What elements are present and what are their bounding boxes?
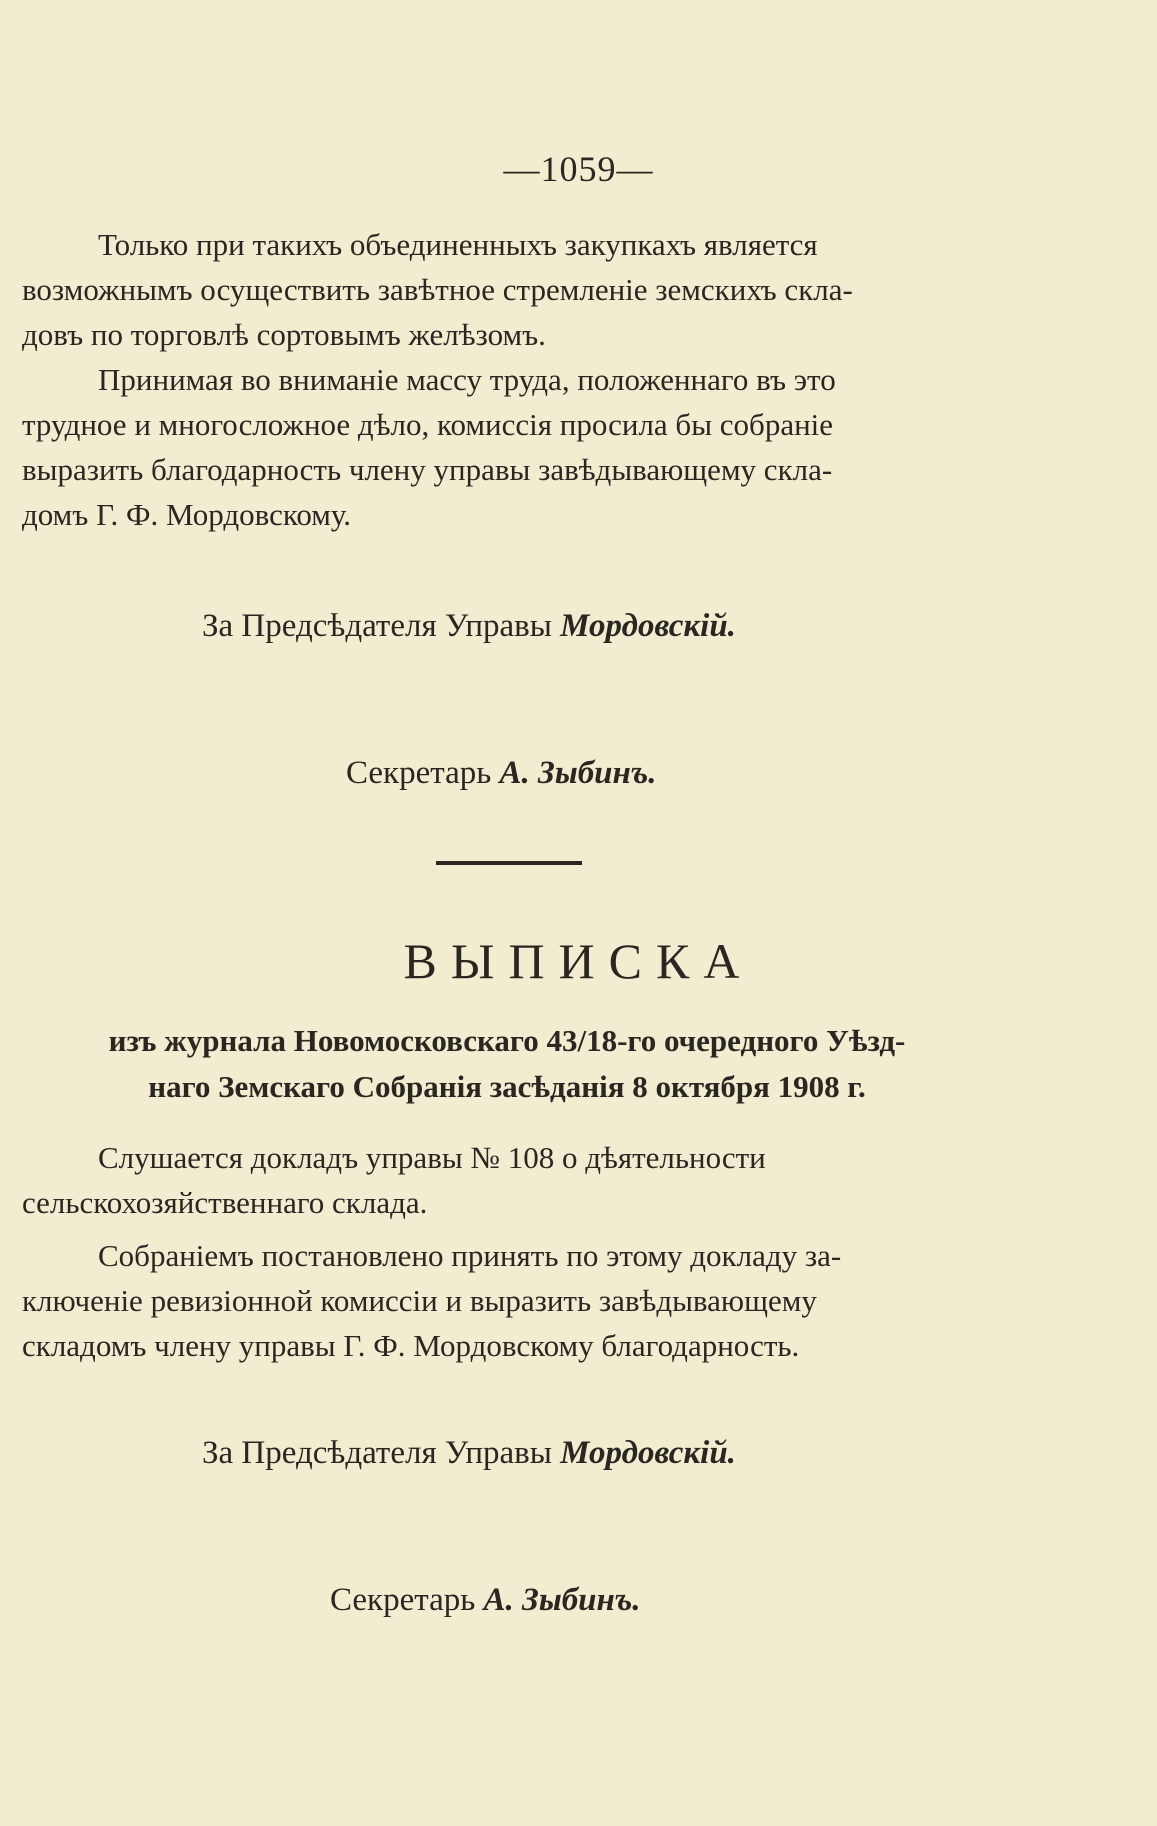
paragraph-line: Слушается докладъ управы № 108 о дѣятельности: [98, 1140, 766, 1175]
secretary-signature-2: [330, 1582, 641, 1619]
paragraph-line: довъ по торговлѣ сортовымъ желѣзомъ.: [22, 317, 546, 352]
paragraph-line: складомъ члену управы Г. Ф. Мордовскому благодарность.: [22, 1328, 800, 1363]
paragraph-2: [22, 357, 992, 537]
section-divider: [436, 861, 582, 865]
paragraph-line: Собраніемъ постановлено принять по этому докладу за-: [98, 1238, 842, 1273]
paragraph-line: домъ Г. Ф. Мордовскому.: [22, 497, 352, 532]
paragraph-line: выразить благодарность члену управы завѣдывающему скла-: [22, 452, 833, 487]
chairman-label: За Предсѣдателя Управы: [202, 608, 552, 644]
page-number: —1059—: [503, 149, 654, 189]
secretary-signature: [346, 755, 657, 792]
paragraph-line: сельскохозяйственнаго склада.: [22, 1185, 428, 1220]
chairman-signature: [202, 608, 736, 645]
section-heading: ВЫПИСКА: [403, 933, 754, 989]
secretary-label: Секретарь: [346, 755, 492, 791]
paragraph-line: возможнымъ осуществить завѣтное стремленіе земскихъ скла-: [22, 272, 853, 307]
secretary-name: А. Зыбинъ.: [499, 755, 657, 791]
chairman-name: Мордовскій.: [560, 1435, 736, 1471]
chairman-label: За Предсѣдателя Управы: [202, 1435, 552, 1471]
paragraph-1: [22, 222, 992, 357]
secretary-label: Секретарь: [330, 1582, 476, 1618]
chairman-signature-2: [202, 1435, 736, 1472]
chairman-name: Мордовскій.: [560, 608, 736, 644]
paragraph-line: ключеніе ревизіонной комиссіи и выразить завѣдывающему: [22, 1283, 817, 1318]
paragraph-4: [22, 1233, 992, 1368]
subheading-line: изъ журнала Новомосковскаго 43/18-го очередного Уѣзд-: [108, 1023, 906, 1058]
section-subheading: [22, 1018, 992, 1110]
secretary-name: А. Зыбинъ.: [483, 1582, 641, 1618]
paragraph-3: [22, 1135, 992, 1225]
paragraph-line: трудное и многосложное дѣло, комиссія просила бы собраніе: [22, 407, 834, 442]
paragraph-line: Принимая во вниманіе массу труда, положеннаго въ это: [98, 362, 836, 397]
subheading-line: наго Земскаго Собранія засѣданія 8 октября 1908 г.: [148, 1069, 866, 1104]
paragraph-line: Только при такихъ объединенныхъ закупкахъ является: [98, 227, 818, 262]
